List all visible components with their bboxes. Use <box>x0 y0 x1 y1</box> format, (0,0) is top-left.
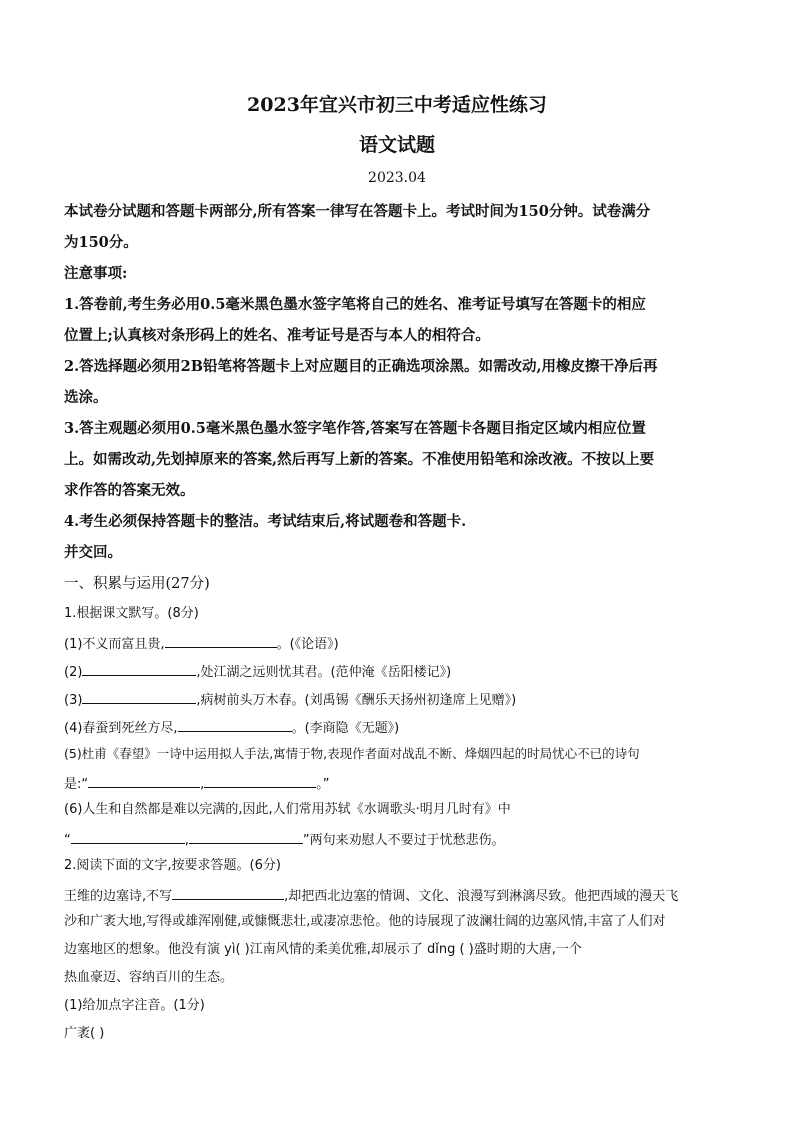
sub-question-item: 广袤( ) <box>64 1026 105 1041</box>
passage-line <box>64 885 678 906</box>
note-line: 并交回。 <box>64 544 122 561</box>
question-item <box>64 661 451 682</box>
question-item <box>64 829 505 850</box>
note-line: 选涂。 <box>64 389 108 406</box>
passage-line: 边塞地区的想象。他没有演 yì( )江南风情的柔美优雅,却展示了 dǐng ( )盛时期的大唐,一个 <box>64 942 582 957</box>
section-heading: 一、积累与运用(27分) <box>64 576 210 592</box>
exam-date: 2023.04 <box>368 170 426 186</box>
answer-blank <box>189 829 303 844</box>
question-stem: 2.阅读下面的文字,按要求答题。(6分) <box>64 858 281 873</box>
item-text: , <box>184 833 189 848</box>
question-item <box>64 633 339 654</box>
answer-blank <box>82 661 196 676</box>
passage-line: 热血豪迈、容纳百川的生态。 <box>64 970 234 985</box>
note-line: 位置上;认真核对条形码上的姓名、准考证号是否与本人的相符合。 <box>64 327 490 344</box>
note-line: 2.答选择题必须用2B铅笔将答题卡上对应题目的正确选项涂黑。如需改动,用橡皮擦干净后再 <box>64 358 658 375</box>
question-item <box>64 773 330 794</box>
passage-text: ,却把西北边塞的情调、文化、浪漫写到淋漓尽致。他把西域的漫天飞 <box>284 889 679 904</box>
item-text: ,病树前头万木春。(刘禹锡《酬乐天扬州初逢席上见赠》) <box>196 693 517 708</box>
question-item: (6)人生和自然都是难以完满的,因此,人们常用苏轼《水调歌头·明月几时有》中 <box>64 802 511 817</box>
passage-line: 沙和广袤大地,写得或雄浑刚健,或慷慨悲壮,或凄凉悲怆。他的诗展现了波澜壮阔的边塞风情,丰富了人们对 <box>64 914 666 929</box>
note-line: 上。如需改动,先划掉原来的答案,然后再写上新的答案。不准使用铅笔和涂改液。不按以上要 <box>64 451 655 468</box>
answer-blank <box>88 773 200 788</box>
answer-blank <box>178 717 292 732</box>
answer-blank <box>71 829 185 844</box>
answer-blank <box>165 633 277 648</box>
notes-heading: 注意事项: <box>64 265 128 282</box>
question-item <box>64 717 399 738</box>
item-text: (4)春蚕到死丝方尽, <box>64 721 178 736</box>
note-line: 3.答主观题必须用0.5毫米黑色墨水签字笔作答,答案写在答题卡各题目指定区域内相应位置 <box>64 420 646 437</box>
answer-blank <box>172 885 284 900</box>
note-line: 求作答的答案无效。 <box>64 482 195 499</box>
item-text: (1)不义而富且贵, <box>64 637 165 652</box>
note-line: 1.答卷前,考生务必用0.5毫米黑色墨水签字笔将自己的姓名、准考证号填写在答题卡的相应 <box>64 296 646 313</box>
answer-blank <box>82 689 196 704</box>
item-text: 。(《论语》) <box>276 637 339 652</box>
question-item <box>64 689 516 710</box>
intro-line: 本试卷分试题和答题卡两部分,所有答案一律写在答题卡上。考试时间为150分钟。试卷满分 <box>64 203 651 220</box>
question-item: (5)杜甫《春望》一诗中运用拟人手法,寓情于物,表现作者面对战乱不断、烽烟四起的时局忧心不已的诗句 <box>64 746 640 761</box>
note-line: 4.考生必须保持答题卡的整洁。考试结束后,将试题卷和答题卡. <box>64 513 467 530</box>
item-text: (3) <box>64 693 83 708</box>
subject-title: 语文试题 <box>358 134 435 156</box>
item-text: (2) <box>64 665 83 680</box>
item-text: ”两句来劝慰人不要过于忧愁悲伤。 <box>302 833 505 848</box>
exam-title: 2023年宜兴市初三中考适应性练习 <box>247 94 547 116</box>
question-stem: 1.根据课文默写。(8分) <box>64 606 199 621</box>
item-text: “ <box>64 833 71 848</box>
passage-text: 王维的边塞诗,不写 <box>64 889 173 904</box>
item-text: 。” <box>316 777 330 792</box>
item-text: 是:“ <box>64 777 89 792</box>
sub-question: (1)给加点字注音。(1分) <box>64 998 205 1013</box>
intro-line: 为150分。 <box>64 234 138 251</box>
item-text: 。(李商隐《无题》) <box>291 721 400 736</box>
item-text: , <box>200 777 205 792</box>
item-text: ,处江湖之远则忧其君。(范仲淹《岳阳楼记》) <box>196 665 452 680</box>
answer-blank <box>204 773 316 788</box>
